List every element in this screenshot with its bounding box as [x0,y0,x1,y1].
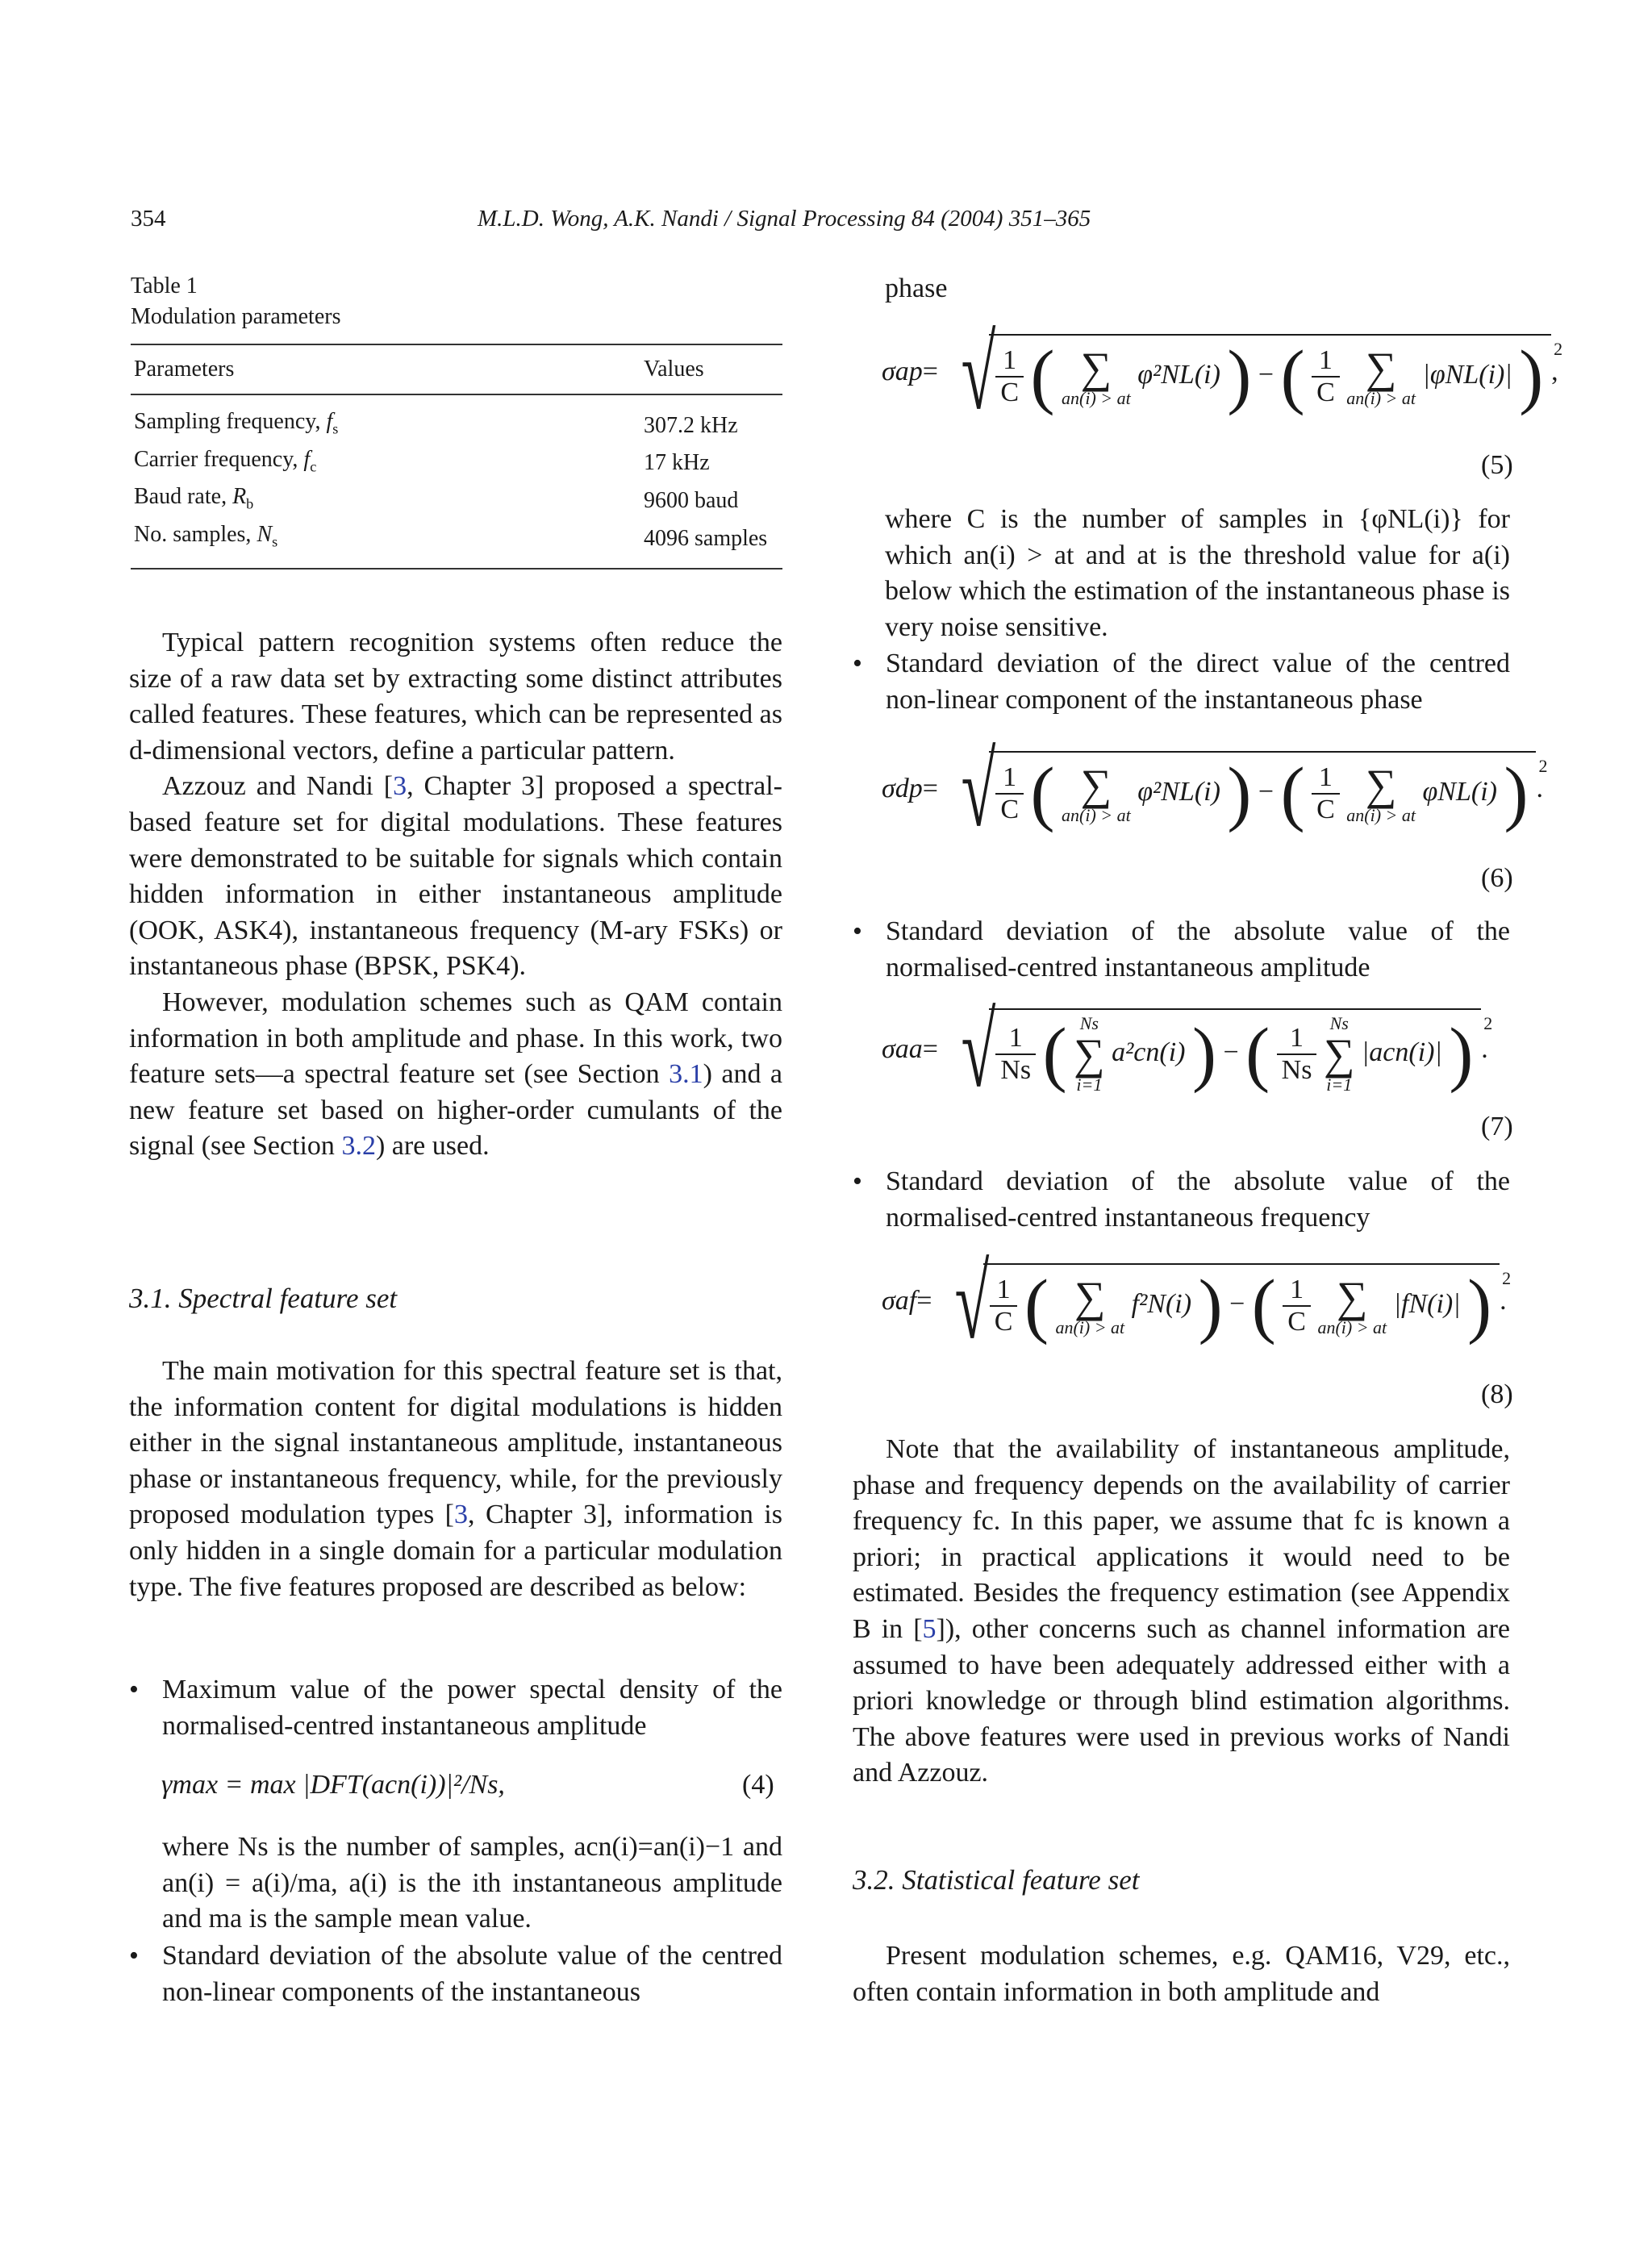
paren-icon: ( [1245,1014,1270,1094]
phase-word: phase [885,273,948,303]
sum-limit: i=1 [1326,1074,1353,1095]
paren-icon: ) [1449,1014,1474,1094]
running-header [131,206,1502,238]
paren-icon: ) [1519,336,1544,416]
param-subscript: s [272,533,278,550]
param-name: No. samples, [134,521,257,547]
param-symbol: R [232,484,247,510]
fraction [1277,1023,1317,1086]
sum [1055,1275,1124,1337]
table-row [131,482,782,519]
sum [1317,1275,1387,1337]
bullet-3 [853,646,1510,718]
paren-icon: ) [1227,336,1252,416]
numerator: 1 [1312,762,1340,795]
sum-limit: an(i) > at [1346,388,1416,408]
sum [1062,763,1131,824]
numerator: 1 [995,762,1024,795]
where-c: where C is the number of samples in {φNL(i)} for which an(i) > at and at is the threshold value for a(i) below which the estimation of the instantaneous phase is very noise sensitive. [885,504,1510,642]
equation-6-number: (6) [1481,863,1513,893]
text: ) are used. [375,1131,490,1162]
param-name: Baud rate, [134,484,233,510]
term: |acn(i)| [1361,1037,1442,1067]
text: Azzouz and Nandi [ [162,771,394,802]
paragraph-motivation [129,1354,782,1605]
paragraph-qam [129,985,782,1165]
equation-5: σap= √ $\frac{1}{C}$ ( ∑ an(i) > at φ²NL(i) ) − ( $\frac{1}{C}$ ∑ an(i) > at |φNL(i)| ) 2 , [882,315,1563,432]
numerator: 1 [995,1023,1036,1055]
numerator: 1 [990,1275,1018,1307]
sum [1062,346,1131,407]
bullet-5 [853,1164,1510,1236]
exponent: 2 [1538,756,1548,776]
param-cell [131,482,640,519]
bullet-text: • Standard deviation of the absolute value of the normalised-centred instantaneous amplitude [853,914,1510,986]
fraction [995,345,1024,408]
sqrt-body: $\frac{1}{C}$ ( ∑ an(i) > at f²N(i) ) − ( $\frac{1}{C}$ ∑ an(i) > at |fN(i)| ) 2 [983,1263,1500,1342]
text: , Chapter 3] proposed a spectral-based feature set for digital modulations. These features were demonstrated to be suitable for signals which contain hidden information in either instantaneous amplitude (OOK, ASK4), instantaneous frequency (M-ary FSKs) or instantaneous phase (BPSK, PSK4). [129,771,782,982]
term: f²N(i) [1131,1288,1192,1319]
eq-symbol: σaf [882,1285,917,1316]
sqrt-body: $\frac{1}{C}$ ( ∑ an(i) > at φ²NL(i) ) − ( $\frac{1}{C}$ ∑ an(i) > at |φNL(i)| ) 2 [989,334,1551,413]
running-title: M.L.D. Wong, A.K. Nandi / Signal Processing 84 (2004) 351–365 [478,206,1091,232]
section-heading-3-2: 3.2. Statistical feature set [853,1864,1140,1896]
citation-link[interactable]: 5 [922,1613,937,1644]
section-link[interactable]: 3.2 [341,1131,376,1162]
text: Note that the availability of instantaneous amplitude, phase and frequency depends on the availability of carrier frequency fc. In this paper, we assume that fc is known a priori; in practical applications it would need to be estimated. Besides the frequency estimation (see Appendix B in [ [853,1434,1510,1644]
bullet-text: • Standard deviation of the absolute value of the normalised-centred instantaneous frequency [853,1164,1510,1236]
fraction [995,1023,1036,1086]
sum-upper: Ns [1079,1013,1099,1033]
sigma-icon: ∑ [1080,344,1112,392]
paragraph-azzouz [129,769,782,985]
fraction [995,762,1024,825]
param-cell [131,519,640,570]
sum-limit: i=1 [1076,1074,1103,1095]
exponent: 2 [1502,1268,1512,1288]
term: φNL(i) [1422,776,1497,807]
paren-icon: ( [1280,336,1305,416]
fraction [990,1275,1018,1337]
equation-8-number: (8) [1481,1379,1513,1409]
sum [1074,1015,1105,1094]
paren-icon: ( [1030,753,1055,833]
sum [1324,1015,1355,1094]
param-subscript: b [246,495,254,512]
bullet-text: • Standard deviation of the direct value of the centred non-linear component of the instantaneous phase [853,646,1510,718]
param-name: Carrier frequency, [134,446,304,472]
paren-icon: ( [1024,1266,1049,1346]
sigma-icon: ∑ [1074,1273,1106,1321]
radical-icon: √ [961,993,996,1109]
parameters-table [131,344,782,570]
sigma-icon: ∑ [1323,1030,1355,1079]
numerator: 1 [1312,345,1340,378]
left-column-intro [129,625,782,1165]
equation-6: σdp= √ $\frac{1}{C}$ ( ∑ an(i) > at φ²NL(i) ) − ( $\frac{1}{C}$ ∑ an(i) > at φNL(i) ) 2 . [882,732,1548,849]
value-cell: 307.2 kHz [644,412,738,438]
equation-4-number: (4) [742,1770,774,1800]
equation-8: σaf= √ $\frac{1}{C}$ ( ∑ an(i) > at f²N(i) ) − ( $\frac{1}{C}$ ∑ an(i) > at |fN(i)| ) 2 . [882,1245,1512,1361]
sum-upper: Ns [1329,1013,1349,1033]
equation-4: γmax = max |DFT(acn(i))|²/Ns, [161,1770,505,1800]
radical-icon: √ [961,315,996,432]
paragraph-present [853,1938,1510,2010]
denominator: Ns [1281,1055,1312,1085]
eq-symbol: σap [882,356,923,386]
radical-icon: √ [954,1245,990,1361]
sum-limit: an(i) > at [1055,1317,1125,1337]
text: The main motivation for this spectral feature set is that, the information content for digital modulations is hidden either in the signal instantaneous amplitude, instantaneous phase or instantaneous frequency, while, for the previously proposed modulation types [ [129,1356,782,1530]
denominator: C [1316,795,1335,824]
paren-icon: ) [1191,1014,1216,1094]
sigma-icon: ∑ [1365,344,1397,392]
term: φ²NL(i) [1137,359,1220,390]
sum-limit: an(i) > at [1346,805,1416,825]
param-symbol: N [257,521,273,547]
paren-icon: ) [1504,753,1529,833]
exponent: 2 [1554,339,1563,359]
equation-7: σaa= √ $\frac{1}{Ns}$ ( Ns ∑ i=1 a²cn(i) ) − ( $\frac{1}{Ns}$ Ns ∑ i=1 |acn(i)| ) 2 . [882,993,1493,1109]
text: ]), other concerns such as channel information are assumed to have been adequately addressed either with a priori knowledge or through blind estimation algorithms. The above features were used in previous works of Nandi and Azzouz. [853,1613,1511,1788]
denominator: Ns [1000,1055,1032,1085]
paragraph-intro: Typical pattern recognition systems often reduce the size of a raw data set by extracting some distinct attributes called features. These features, which can be represented as d-dimensional vectors, define a particular pattern. [129,628,782,766]
exponent: 2 [1483,1013,1493,1033]
param-cell [131,394,640,444]
eq-symbol: σdp [882,773,923,803]
param-symbol: f [326,409,333,434]
fraction [1283,1275,1311,1337]
denominator: C [1316,378,1335,407]
table-label: Table 1 [131,273,198,298]
sum [1346,763,1416,824]
bullet-4 [853,914,1510,986]
param-subscript: s [332,420,339,437]
eq-symbol: σaa [882,1033,923,1064]
denominator: C [1000,795,1020,824]
numerator: 1 [1277,1023,1317,1055]
table-header-row [131,344,782,394]
param-symbol: f [303,446,311,472]
param-cell [131,444,640,482]
equation-7-number: (7) [1481,1112,1513,1141]
text: However, modulation schemes such as QAM contain information in both amplitude and phase. In this work, two feature sets—a spectral feature set (see Section [129,987,782,1090]
sqrt-body: $\frac{1}{C}$ ( ∑ an(i) > at φ²NL(i) ) − ( $\frac{1}{C}$ ∑ an(i) > at φNL(i) ) 2 [989,751,1536,830]
bullet-1 [129,1672,782,1744]
page-number: 354 [131,206,166,232]
table-row [131,519,782,570]
table-1 [131,271,782,570]
left-column-spectral [129,1354,782,1605]
sum-limit: an(i) > at [1062,388,1131,408]
citation-link[interactable]: 3 [393,771,407,802]
sqrt-body: $\frac{1}{Ns}$ ( Ns ∑ i=1 a²cn(i) ) − ( $\frac{1}{Ns}$ Ns ∑ i=1 |acn(i)| ) 2 [989,1008,1481,1094]
denominator: C [1000,378,1020,407]
note-paragraph [853,1432,1510,1792]
sigma-icon: ∑ [1365,761,1397,809]
equation-5-number: (5) [1481,450,1513,480]
term: |φNL(i)| [1422,359,1512,390]
value-cell: 17 kHz [644,450,710,476]
param-name: Sampling frequency, [134,409,327,434]
term: φ²NL(i) [1137,776,1220,807]
value-cell: 4096 samples [640,519,782,570]
table-header-parameters: Parameters [131,344,640,394]
paren-icon: ) [1198,1266,1223,1346]
paren-icon: ( [1042,1014,1067,1094]
denominator: C [1287,1307,1306,1337]
numerator: 1 [995,345,1024,378]
text: , Chapter 3], information is only hidden in a single domain for a particular modulation type. The five features proposed are described as below: [129,1500,782,1602]
table-row [131,444,782,482]
citation-link[interactable]: 3 [454,1500,468,1530]
paragraph-text: Present modulation schemes, e.g. QAM16, V29, etc., often contain information in both amplitude and [853,1941,1510,2007]
paren-icon: ( [1280,753,1305,833]
numerator: 1 [1283,1275,1311,1307]
section-link[interactable]: 3.1 [669,1059,703,1090]
fraction [1312,762,1340,825]
paren-icon: ) [1467,1266,1492,1346]
paren-icon: ( [1030,336,1055,416]
sigma-icon: ∑ [1074,1030,1105,1079]
term: |fN(i)| [1393,1288,1461,1319]
paragraph-note [853,1432,1510,1792]
paren-icon: ( [1251,1266,1276,1346]
sum [1346,346,1416,407]
sigma-icon: ∑ [1337,1273,1368,1321]
term: a²cn(i) [1112,1037,1186,1067]
table-header-values: Values [640,344,782,394]
value-cell: 9600 baud [644,487,739,513]
denominator: C [994,1307,1013,1337]
where-ns: where Ns is the number of samples, acn(i)=an(i)−1 and an(i) = a(i)/ma, a(i) is the ith instantaneous amplitude and ma is the sample mean value. [162,1832,782,1934]
fraction [1312,345,1340,408]
bullet-2 [129,1938,782,2010]
paren-icon: ) [1227,753,1252,833]
text: ) and a new feature set based on higher-order cumulants of the signal (see Section [129,1059,782,1162]
sum-limit: an(i) > at [1062,805,1131,825]
table-caption: Modulation parameters [131,304,341,329]
bullet-text: • Standard deviation of the absolute value of the centred non-linear components of the instantaneous [129,1938,782,2010]
section-heading-3-1: 3.1. Spectral feature set [129,1283,398,1314]
param-subscript: c [310,458,317,475]
sum-limit: an(i) > at [1317,1317,1387,1337]
bullet-text: • Maximum value of the power spectal density of the normalised-centred instantaneous amplitude [129,1672,782,1744]
table-row [131,394,782,444]
radical-icon: √ [961,732,996,849]
sigma-icon: ∑ [1080,761,1112,809]
